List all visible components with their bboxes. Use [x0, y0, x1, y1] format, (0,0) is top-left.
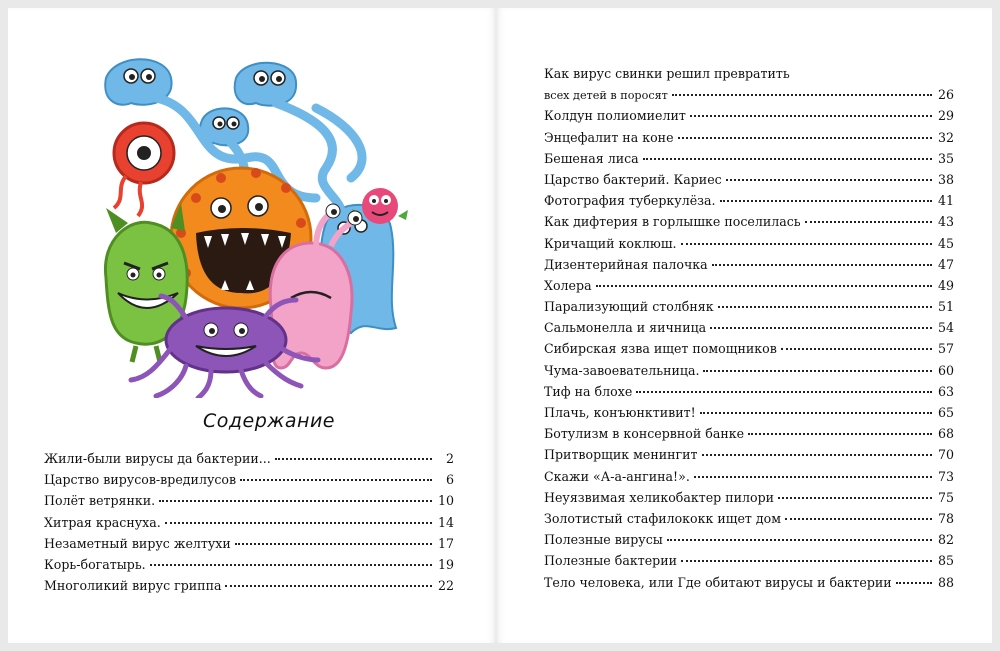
toc-entry-title: Многоликий вирус гриппа — [44, 578, 222, 594]
dot-leader — [896, 581, 932, 584]
toc-entry-page: 78 — [937, 510, 954, 526]
toc-entry — [544, 338, 954, 359]
toc-entry-page: 47 — [937, 256, 954, 272]
toc-entry-page: 2 — [445, 451, 454, 466]
toc-entry-title: Энцефалит на коне — [544, 129, 674, 145]
dot-leader — [240, 478, 432, 481]
toc-entry-title: Бешеная лиса — [544, 150, 639, 166]
dot-leader — [636, 390, 932, 393]
toc-entry — [544, 275, 954, 296]
toc-entry-page: 43 — [937, 214, 954, 230]
toc-entry-page: 35 — [937, 150, 954, 166]
dot-leader — [667, 538, 932, 541]
toc-entry — [544, 296, 954, 317]
dot-leader — [681, 242, 932, 245]
toc-entry — [544, 148, 954, 169]
dot-leader — [718, 305, 932, 308]
toc-entry-page: 6 — [445, 472, 454, 488]
toc-entry-title: Дизентерийная палочка — [544, 256, 708, 272]
toc-entry — [544, 63, 954, 84]
toc-entry-page: 82 — [937, 532, 954, 548]
toc-entry — [44, 469, 454, 490]
toc-entry-title: Царство вирусов-вредилусов — [44, 472, 237, 488]
toc-entry-title: Парализующий столбняк — [544, 299, 714, 315]
toc-entry-page: 65 — [937, 405, 954, 420]
toc-entry-page: 22 — [437, 578, 454, 594]
toc-entry — [544, 444, 954, 465]
toc-entry-page: 14 — [437, 514, 454, 530]
dot-leader — [726, 178, 932, 181]
toc-entry-title: Корь-богатырь. — [44, 556, 146, 572]
toc-entry-page: 75 — [937, 489, 954, 505]
toc-entry-page: 54 — [937, 320, 954, 336]
left-page — [8, 8, 496, 643]
dot-leader — [781, 347, 932, 350]
toc-entry — [544, 381, 954, 402]
toc-entry-title: Жили-были вирусы да бактерии... — [44, 451, 271, 466]
monsters-illustration-icon — [86, 48, 426, 398]
dot-leader — [702, 453, 932, 456]
toc-entry-title: Тиф на блохе — [544, 383, 633, 399]
toc-entry — [544, 254, 954, 275]
toc-entry-title: Чума-завоевательница. — [544, 362, 700, 378]
dot-leader — [672, 93, 932, 96]
toc-entry-title: Колдун полиомиелит — [544, 108, 686, 124]
toc-entry-title: Полезные вирусы — [544, 532, 663, 548]
toc-entry — [44, 512, 454, 533]
toc-entry-title: Ботулизм в консервной банке — [544, 426, 745, 442]
toc-entry-page: 63 — [937, 383, 954, 399]
toc-entry-page: 26 — [937, 87, 954, 103]
toc-entry-title: Сальмонелла и яичница — [544, 320, 707, 336]
toc-entry-title: Плачь, конъюнктивит! — [544, 405, 696, 420]
toc-entry-title: Фотография туберкулёза. — [544, 193, 716, 209]
dot-leader — [596, 284, 932, 287]
dot-leader — [694, 475, 932, 478]
toc-entry-page: 51 — [937, 299, 954, 315]
toc-entry — [544, 233, 954, 254]
right-page — [496, 8, 992, 643]
toc-entry-page: 73 — [937, 468, 954, 484]
dot-leader — [720, 199, 932, 202]
toc-entry-page: 60 — [937, 362, 954, 378]
dot-leader — [235, 542, 432, 545]
toc-entry-page: 38 — [937, 171, 954, 187]
toc-entry-page: 17 — [437, 535, 454, 551]
toc-entry-title: Скажи «А-а-ангина!». — [544, 468, 690, 484]
dot-leader — [703, 369, 932, 372]
toc-entry-page: 70 — [937, 447, 954, 463]
toc-entry — [544, 508, 954, 529]
toc-entry — [544, 466, 954, 487]
toc-entry — [544, 127, 954, 148]
dot-leader — [150, 563, 432, 566]
toc-entry-page: 41 — [937, 193, 954, 209]
toc-entry — [544, 423, 954, 444]
toc-entry-title: Как дифтерия в горлышке поселилась — [544, 214, 801, 230]
dot-leader — [748, 432, 932, 435]
toc-entry — [544, 529, 954, 550]
toc-entry — [544, 572, 954, 593]
toc-entry-title: всех детей в поросят — [544, 89, 668, 103]
dot-leader — [225, 584, 432, 587]
toc-entry — [544, 84, 954, 105]
toc-entry — [44, 490, 454, 511]
toc-list-right — [544, 63, 954, 593]
dot-leader — [678, 136, 932, 139]
toc-entry — [544, 211, 954, 232]
toc-entry-page: 32 — [937, 129, 954, 145]
toc-list-left — [44, 448, 454, 596]
toc-entry-title: Холера — [544, 277, 592, 293]
toc-entry-title: Золотистый стафилококк ищет дом — [544, 510, 782, 526]
toc-entry — [544, 402, 954, 423]
toc-entry-page: 68 — [937, 426, 954, 442]
toc-entry-page: 49 — [937, 277, 954, 293]
toc-entry — [44, 554, 454, 575]
red-cell-monster — [114, 123, 174, 216]
toc-entry-title: Сибирская язва ищет помощников — [544, 341, 777, 357]
toc-entry-title: Полёт ветрянки. — [44, 493, 156, 509]
toc-entry-title: Хитрая краснуха. — [44, 514, 161, 530]
dot-leader — [159, 499, 432, 502]
toc-entry — [544, 550, 954, 571]
toc-entry-page: 19 — [437, 556, 454, 572]
dot-leader — [700, 411, 932, 414]
toc-entry-title: Тело человека, или Где обитают вирусы и бактерии — [544, 574, 892, 590]
toc-entry — [544, 105, 954, 126]
toc-entry-title: Как вирус свинки решил превратить — [544, 66, 790, 81]
toc-entry-title: Неуязвимая хеликобактер пилори — [544, 489, 775, 505]
toc-entry — [544, 190, 954, 211]
toc-entry-page: 29 — [937, 108, 954, 124]
toc-entry-title: Полезные бактерии — [544, 553, 677, 569]
contents-heading: Содержание — [203, 410, 335, 432]
dot-leader — [275, 457, 432, 460]
dot-leader — [805, 220, 932, 223]
toc-entry — [44, 533, 454, 554]
toc-entry-title: Царство бактерий. Кариес — [544, 171, 722, 187]
dot-leader — [643, 157, 932, 160]
toc-entry — [544, 360, 954, 381]
toc-entry — [544, 487, 954, 508]
toc-entry-page: 10 — [437, 493, 454, 509]
dot-leader — [710, 326, 932, 329]
toc-entry-page: 45 — [937, 235, 954, 251]
dot-leader — [785, 517, 932, 520]
toc-entry-title: Кричащий коклюш. — [544, 235, 677, 251]
dot-leader — [778, 496, 932, 499]
dot-leader — [165, 521, 432, 524]
toc-entry-title: Притворщик менингит — [544, 447, 698, 463]
toc-entry — [544, 169, 954, 190]
toc-entry — [44, 448, 454, 469]
toc-entry-title: Незаметный вирус желтухи — [44, 535, 231, 551]
toc-entry — [544, 317, 954, 338]
toc-entry-page: 85 — [937, 553, 954, 569]
toc-entry-page: 57 — [937, 341, 954, 357]
dot-leader — [681, 559, 932, 562]
toc-entry — [44, 575, 454, 596]
dot-leader — [712, 263, 932, 266]
toc-entry-page: 88 — [937, 574, 954, 590]
dot-leader — [690, 114, 932, 117]
